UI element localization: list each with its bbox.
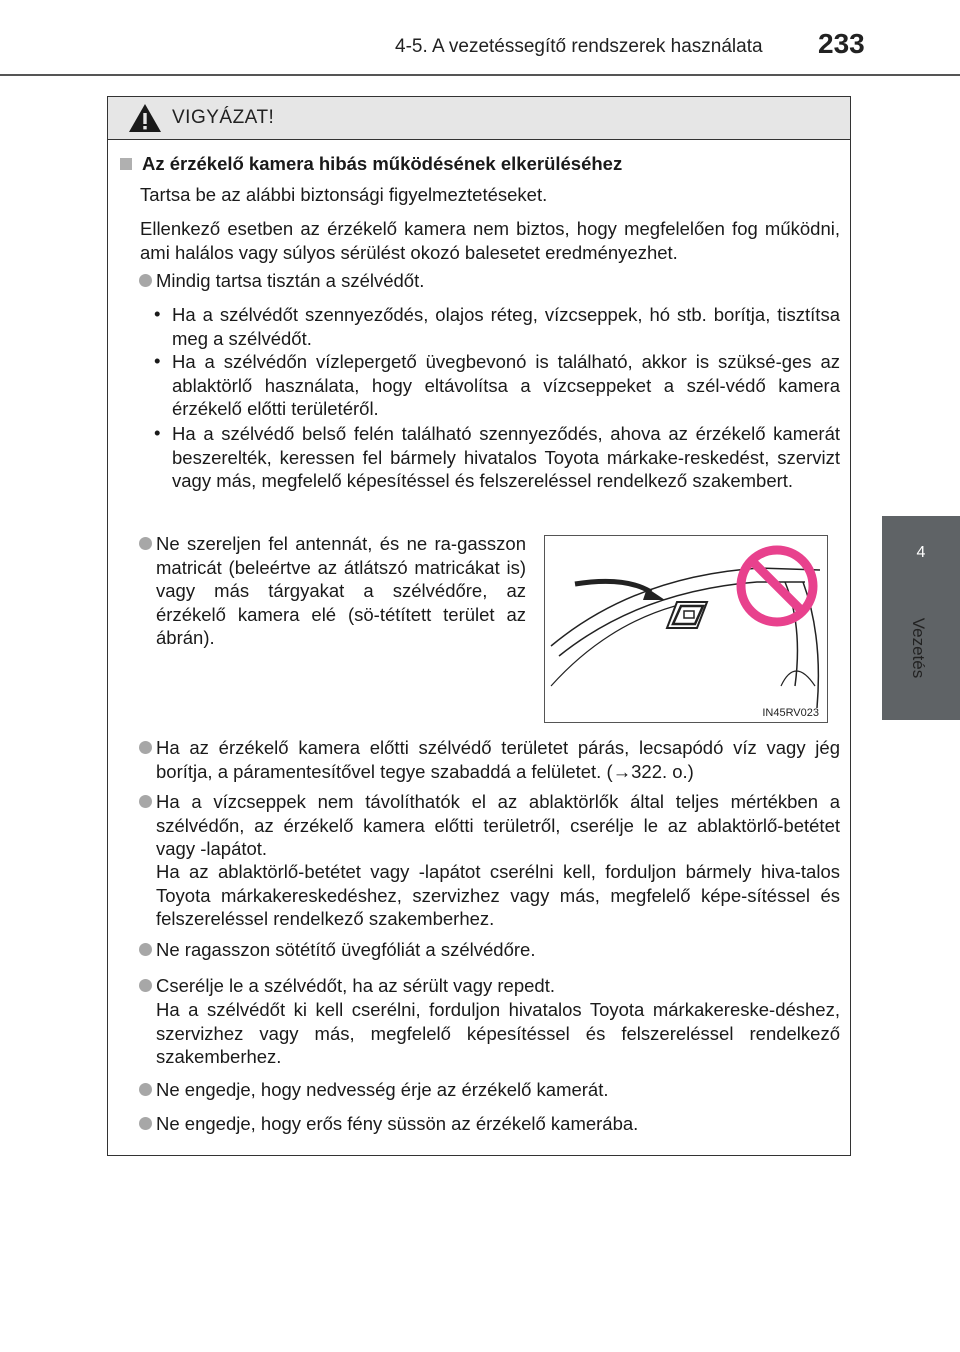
circle-bullet-icon — [139, 537, 152, 550]
caution-content — [108, 139, 850, 1155]
section-heading-text: Az érzékelő kamera hibás működésének elkerüléséhez — [142, 153, 623, 174]
dot-bullet-icon: • — [154, 350, 161, 371]
circle-bullet-icon — [139, 979, 152, 992]
intro-paragraph: Tartsa be az alábbi biztonsági figyelmeztetéseket. — [140, 184, 548, 205]
circle-bullet-icon — [139, 1117, 152, 1130]
header-title: 4-5. A vezetéssegítő rendszerek használata — [395, 36, 763, 57]
subitem-3: Ha a szélvédő belső felén található szennyeződés, ahova az érzékelő kamerát beszerelték, keressen fel bármely hivatalos Toyota márkake-reskedést, szervizt vagy más, megfelelő képesítéssel és felszereléssel rendelkező szakembert. — [172, 423, 840, 491]
caution-label: VIGYÁZAT! — [172, 107, 275, 128]
subitem-2: Ha a szélvédőn vízlepergető üvegbevonó is található, akkor is szüksé-ges az ablaktörlő használata, hogy eltávolítsa a vízcseppeket a szél-védő kamera érzékelő előtti területéről. — [172, 351, 840, 419]
header-rule — [0, 74, 960, 76]
dot-bullet-icon: • — [154, 422, 161, 443]
caution-header — [108, 97, 850, 140]
circle-bullet-icon — [139, 1083, 152, 1096]
page-number: 233 — [818, 28, 865, 59]
chapter-number: 4 — [916, 544, 926, 561]
caution-box — [107, 96, 851, 1156]
circle-bullet-icon — [139, 741, 152, 754]
warning-icon — [128, 103, 162, 133]
subitem-1: Ha a szélvédőt szennyeződés, olajos réteg, vízcseppek, hó stb. borítja, tisztítsa meg a szélvédőt. — [172, 304, 840, 349]
square-bullet-icon — [120, 158, 132, 170]
circle-bullet-icon — [139, 274, 152, 287]
item-keep-windshield-clean: Mindig tartsa tisztán a szélvédőt. — [156, 270, 425, 291]
item-replace-windshield: Cserélje le a szélvédőt, ha az sérült vagy repedt. — [156, 975, 555, 996]
section-heading — [120, 153, 622, 175]
intro-warning-paragraph: Ellenkező esetben az érzékelő kamera nem biztos, hogy megfelelően fog működni, ami halálos vagy súlyos sérülést okozó balesetet eredményezhet. — [140, 218, 840, 263]
circle-bullet-icon — [139, 943, 152, 956]
item-replace-wiper: Ha a vízcseppek nem távolíthatók el az ablaktörlők által teljes mértékben a szélvédőn, az érzékelő kamera előtti területről, cserélje le az ablaktörlő-betétet vagy -lapátot. — [156, 791, 840, 859]
figure-code: IN45RV023 — [762, 707, 819, 719]
dot-bullet-icon: • — [154, 303, 161, 324]
item-replace-wiper-service: Ha az ablaktörlő-betétet vagy -lapátot cserélni kell, forduljon bármely hiva-talos Toyota márkakereskedéshez, szervizhez vagy más, megfelelő képe-sítéssel és felszereléssel rendelkező szakemberhez. — [156, 861, 840, 929]
item-no-strong-light: Ne engedje, hogy erős fény süssön az érzékelő kamerába. — [156, 1113, 639, 1134]
windshield-figure — [544, 535, 828, 723]
chapter-label: Vezetés — [909, 617, 928, 679]
circle-bullet-icon — [139, 795, 152, 808]
item-replace-windshield-service: Ha a szélvédőt ki kell cserélni, forduljon hivatalos Toyota márkakereske-déshez, szervizhez vagy más, megfelelő képesítéssel és felszereléssel rendelkező szakemberhez. — [156, 999, 840, 1067]
item-no-tint-film: Ne ragasszon sötétítő üvegfóliát a szélvédőre. — [156, 939, 536, 960]
windshield-illustration — [545, 536, 827, 722]
item-defog: Ha az érzékelő kamera előtti szélvédő területet párás, lecsapódó víz vagy jég borítja, a páramentesítővel tegye szabaddá a felületet. (→322. o.) — [156, 737, 840, 782]
item-no-moisture: Ne engedje, hogy nedvesség érje az érzékelő kamerát. — [156, 1079, 609, 1100]
item-no-stickers: Ne szereljen fel antennát, és ne ra-gasszon matricát (beleértve az átlátszó matricákat is) vagy más tárgyakat a szélvédőre, az érzékelő kamera elé (sö-tétített terület az ábrán). — [156, 533, 526, 648]
